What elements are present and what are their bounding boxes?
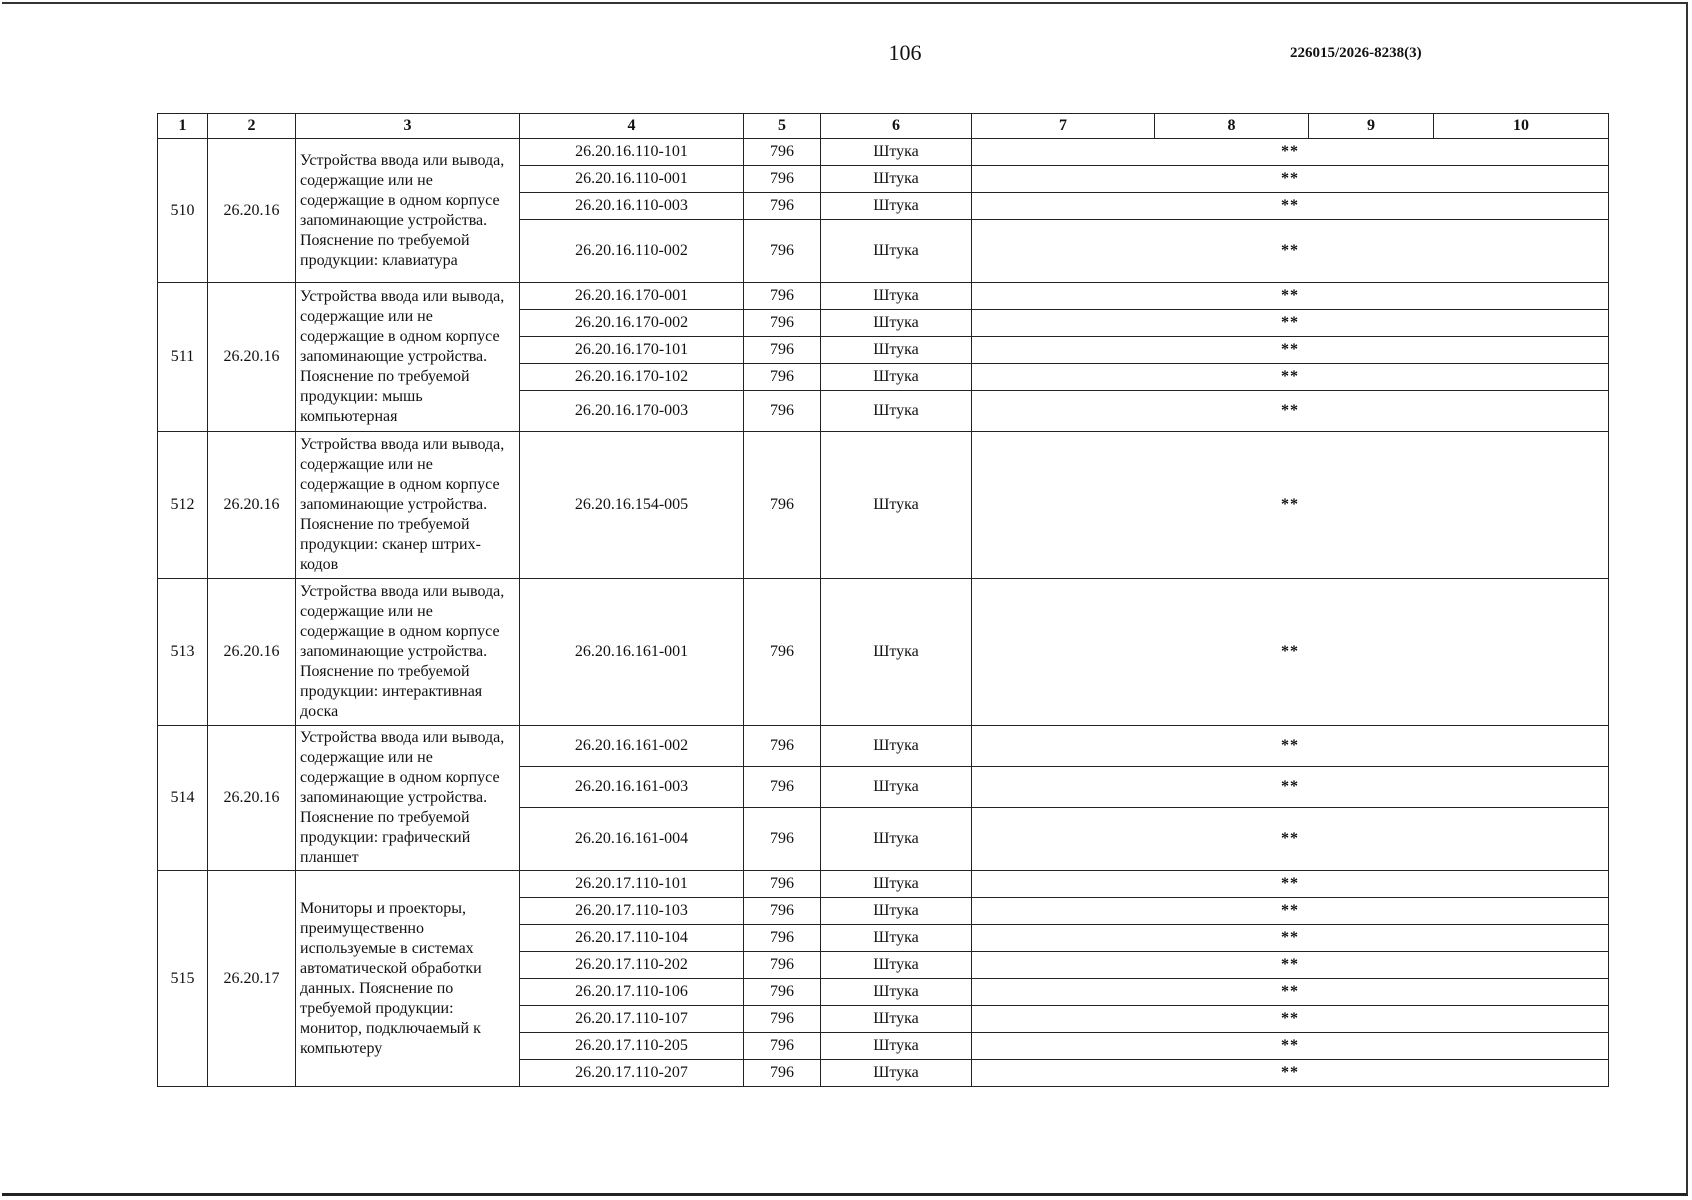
column-header: 3 xyxy=(296,114,520,139)
merged-mark: ** xyxy=(972,767,1609,808)
ktru-code: 26.20.16.110-002 xyxy=(520,220,744,283)
ktru-code: 26.20.17.110-107 xyxy=(520,1006,744,1033)
merged-mark: ** xyxy=(972,310,1609,337)
ktru-code: 26.20.16.161-003 xyxy=(520,767,744,808)
unit-name: Штука xyxy=(821,283,972,310)
merged-mark: ** xyxy=(972,979,1609,1006)
okei-code: 796 xyxy=(744,220,821,283)
page-number: 106 xyxy=(888,40,922,65)
column-header: 8 xyxy=(1155,114,1309,139)
merged-mark: ** xyxy=(972,726,1609,767)
row-number: 513 xyxy=(158,579,208,726)
column-header: 4 xyxy=(520,114,744,139)
merged-mark: ** xyxy=(972,283,1609,310)
product-description: Устройства ввода или вывода, содержащие или не содержащие в одном корпусе запоминающие устройства. Пояснение по требуемой продукции: графический планшет xyxy=(296,726,520,871)
table-row xyxy=(158,579,1609,726)
product-description: Устройства ввода или вывода, содержащие или не содержащие в одном корпусе запоминающие устройства. Пояснение по требуемой продукции: мышь компьютерная xyxy=(296,283,520,432)
ktru-code: 26.20.16.170-002 xyxy=(520,310,744,337)
merged-mark: ** xyxy=(972,1006,1609,1033)
ktru-code: 26.20.17.110-207 xyxy=(520,1060,744,1087)
ktru-code: 26.20.16.170-003 xyxy=(520,391,744,432)
ktru-code: 26.20.16.110-001 xyxy=(520,166,744,193)
merged-mark: ** xyxy=(972,1060,1609,1087)
okei-code: 796 xyxy=(744,898,821,925)
merged-mark: ** xyxy=(972,1033,1609,1060)
unit-name: Штука xyxy=(821,808,972,871)
merged-mark: ** xyxy=(972,166,1609,193)
okei-code: 796 xyxy=(744,166,821,193)
ktru-code: 26.20.16.154-005 xyxy=(520,432,744,579)
ktru-code: 26.20.17.110-205 xyxy=(520,1033,744,1060)
okei-code: 796 xyxy=(744,871,821,898)
ktru-code: 26.20.16.161-001 xyxy=(520,579,744,726)
okei-code: 796 xyxy=(744,952,821,979)
okei-code: 796 xyxy=(744,1006,821,1033)
merged-mark: ** xyxy=(972,337,1609,364)
unit-name: Штука xyxy=(821,979,972,1006)
column-header: 1 xyxy=(158,114,208,139)
column-header: 7 xyxy=(972,114,1155,139)
merged-mark: ** xyxy=(972,364,1609,391)
okpd-code: 26.20.17 xyxy=(208,871,296,1087)
unit-name: Штука xyxy=(821,952,972,979)
okei-code: 796 xyxy=(744,364,821,391)
table-row xyxy=(158,432,1609,579)
column-header: 9 xyxy=(1309,114,1434,139)
okei-code: 796 xyxy=(744,432,821,579)
unit-name: Штука xyxy=(821,364,972,391)
merged-mark: ** xyxy=(972,808,1609,871)
merged-mark: ** xyxy=(972,193,1609,220)
product-description: Устройства ввода или вывода, содержащие или не содержащие в одном корпусе запоминающие устройства. Пояснение по требуемой продукции: клавиатура xyxy=(296,139,520,283)
okei-code: 796 xyxy=(744,808,821,871)
product-description: Устройства ввода или вывода, содержащие или не содержащие в одном корпусе запоминающие устройства. Пояснение по требуемой продукции: сканер штрих-кодов xyxy=(296,432,520,579)
okpd-code: 26.20.16 xyxy=(208,579,296,726)
unit-name: Штука xyxy=(821,1033,972,1060)
unit-name: Штука xyxy=(821,432,972,579)
unit-name: Штука xyxy=(821,193,972,220)
unit-name: Штука xyxy=(821,726,972,767)
column-header: 6 xyxy=(821,114,972,139)
unit-name: Штука xyxy=(821,1006,972,1033)
okei-code: 796 xyxy=(744,1033,821,1060)
row-number: 515 xyxy=(158,871,208,1087)
okei-code: 796 xyxy=(744,925,821,952)
okei-code: 796 xyxy=(744,579,821,726)
row-number: 512 xyxy=(158,432,208,579)
okpd-code: 26.20.16 xyxy=(208,726,296,871)
unit-name: Штука xyxy=(821,925,972,952)
ktru-code: 26.20.16.170-101 xyxy=(520,337,744,364)
ktru-code: 26.20.16.110-003 xyxy=(520,193,744,220)
column-header: 2 xyxy=(208,114,296,139)
okei-code: 796 xyxy=(744,310,821,337)
product-description: Мониторы и проекторы, преимущественно используемые в системах автоматической обработки данных. Пояснение по требуемой продукции: монитор, подключаемый к компьютеру xyxy=(296,871,520,1087)
column-header: 5 xyxy=(744,114,821,139)
okei-code: 796 xyxy=(744,391,821,432)
ktru-code: 26.20.16.170-102 xyxy=(520,364,744,391)
table-row xyxy=(158,283,1609,310)
unit-name: Штука xyxy=(821,391,972,432)
ktru-code: 26.20.16.110-101 xyxy=(520,139,744,166)
row-number: 511 xyxy=(158,283,208,432)
ktru-code: 26.20.17.110-106 xyxy=(520,979,744,1006)
ktru-code: 26.20.16.161-004 xyxy=(520,808,744,871)
merged-mark: ** xyxy=(972,898,1609,925)
merged-mark: ** xyxy=(972,139,1609,166)
okpd-code: 26.20.16 xyxy=(208,139,296,283)
okpd-code: 26.20.16 xyxy=(208,283,296,432)
okei-code: 796 xyxy=(744,979,821,1006)
table-row xyxy=(158,726,1609,767)
column-header: 10 xyxy=(1434,114,1609,139)
unit-name: Штука xyxy=(821,166,972,193)
okei-code: 796 xyxy=(744,283,821,310)
merged-mark: ** xyxy=(972,925,1609,952)
document-number: 226015/2026-8238(3) xyxy=(1290,45,1422,61)
ktru-code: 26.20.17.110-101 xyxy=(520,871,744,898)
table-row xyxy=(158,139,1609,166)
unit-name: Штука xyxy=(821,1060,972,1087)
ktru-code: 26.20.16.161-002 xyxy=(520,726,744,767)
unit-name: Штука xyxy=(821,767,972,808)
unit-name: Штука xyxy=(821,898,972,925)
okei-code: 796 xyxy=(744,337,821,364)
okei-code: 796 xyxy=(744,139,821,166)
merged-mark: ** xyxy=(972,220,1609,283)
unit-name: Штука xyxy=(821,220,972,283)
table-header-row xyxy=(158,114,1609,139)
merged-mark: ** xyxy=(972,391,1609,432)
okei-code: 796 xyxy=(744,193,821,220)
row-number: 510 xyxy=(158,139,208,283)
ktru-code: 26.20.17.110-104 xyxy=(520,925,744,952)
ktru-code: 26.20.16.170-001 xyxy=(520,283,744,310)
merged-mark: ** xyxy=(972,432,1609,579)
unit-name: Штука xyxy=(821,337,972,364)
ktru-code: 26.20.17.110-202 xyxy=(520,952,744,979)
merged-mark: ** xyxy=(972,579,1609,726)
unit-name: Штука xyxy=(821,310,972,337)
unit-name: Штука xyxy=(821,871,972,898)
merged-mark: ** xyxy=(972,871,1609,898)
registry-table xyxy=(157,113,1609,1087)
product-description: Устройства ввода или вывода, содержащие или не содержащие в одном корпусе запоминающие устройства. Пояснение по требуемой продукции: интерактивная доска xyxy=(296,579,520,726)
unit-name: Штука xyxy=(821,579,972,726)
merged-mark: ** xyxy=(972,952,1609,979)
unit-name: Штука xyxy=(821,139,972,166)
table-row xyxy=(158,871,1609,898)
okpd-code: 26.20.16 xyxy=(208,432,296,579)
okei-code: 796 xyxy=(744,767,821,808)
okei-code: 796 xyxy=(744,726,821,767)
ktru-code: 26.20.17.110-103 xyxy=(520,898,744,925)
okei-code: 796 xyxy=(744,1060,821,1087)
row-number: 514 xyxy=(158,726,208,871)
